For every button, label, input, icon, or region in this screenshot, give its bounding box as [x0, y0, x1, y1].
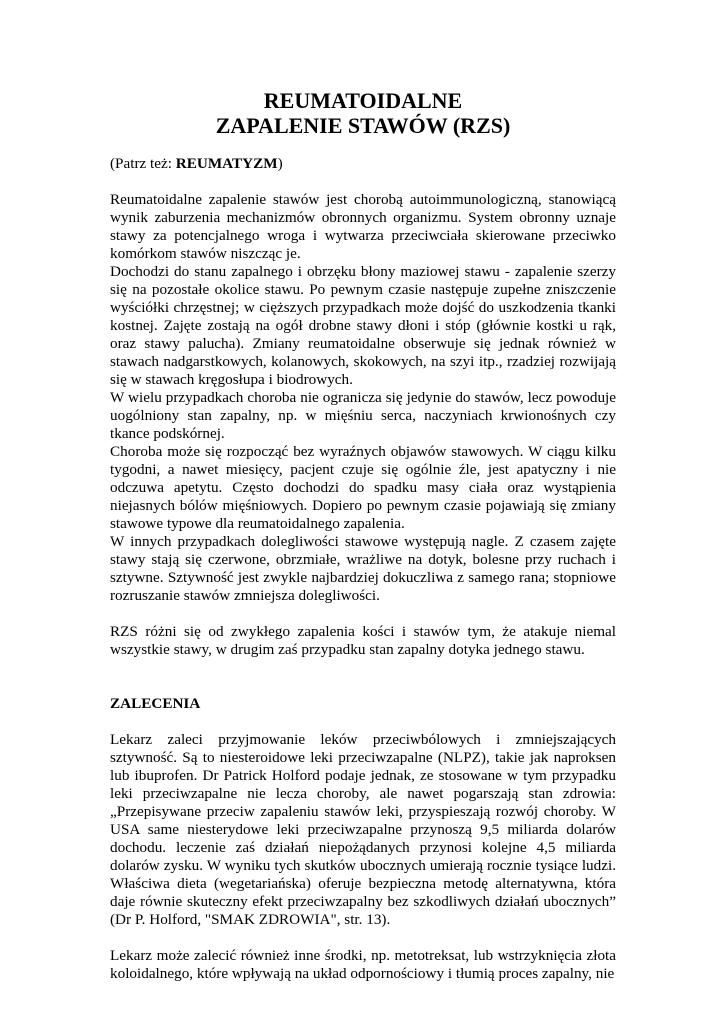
spacer [110, 929, 616, 947]
see-also-suffix: ) [277, 155, 283, 172]
recommendations-heading: ZALECENIA [110, 695, 201, 712]
title-line-1: REUMATOIDALNE [263, 88, 463, 113]
see-also-note [110, 154, 616, 173]
paragraph-onset: Choroba może się rozpocząć bez wyraźnych objawów stawowych. W ciągu kilku tygodni, a nawet miesięcy, pacjent czuje się ogólnie źle, jest apatyczny i nie odczuwa apetytu. Często dochodzi do spadku masy ciała oraz wystąpienia niejasnych bólów mięśniowych. Dopiero po pewnym czasie pojawiają się zmiany stawowe typowe dla reumatoidalnego zapalenia. [110, 443, 616, 532]
difference-section [110, 623, 616, 659]
paragraph-definition: Reumatoidalne zapalenie stawów jest chorobą autoimmunologiczną, stanowiącą wynik zaburzenia mechanizmów obronnych organizmu. System obronny uznaje stawy za potencjalnego wroga i wytwarza przeciwciała skierowane przeciwko komórkom stawów niszcząc je. [110, 191, 616, 262]
paragraph-systemic: W wielu przypadkach choroba nie ogranicza się jedynie do stawów, lecz powoduje uogólniony stan zapalny, np. w mięśniu serca, naczyniach krwionośnych czy tkance podskórnej. [110, 389, 616, 442]
paragraph-painkillers: Lekarz zaleci przyjmowanie leków przeciwbólowych i zmniejszających sztywność. Są to niesteroidowe leki przeciwzapalne (NLPZ), takie jak naproksen lub ibuprofen. Dr Patrick Holford podaje jednak, ze stosowane w tym przypadku leki przeciwzapalne nie lecza choroby, ale nawet pogarszają stan zdrowia: „Przepisywane przeciw zapaleniu stawów leki, przyspieszają rozwój choroby. W USA same niesterydowe leki przeciwzapalne przynoszą 9,5 miliarda dolarów dochodu. leczenie zaś działań niepożądanych przynosi kolejne 4,5 miliarda dolarów zysku. W wyniku tych skutków ubocznych umierają rocznie tysiące ludzi. Właściwa dieta (wegetariańska) oferuje bezpieczna metodę alternatywna, która daje równie skuteczny efekt przeciwzapalny bez szkodliwych działań ubocznych” (Dr P. Holford, "SMAK ZDROWIA", str. 13). [110, 731, 616, 928]
paragraph-rzs-difference: RZS różni się od zwykłego zapalenia kości i stawów tym, że atakuje niemal wszystkie stawy, w drugim zaś przypadku stan zapalny dotyka jednego stawu. [110, 623, 616, 658]
paragraph-inflammation: Dochodzi do stanu zapalnego i obrzęku błony maziowej stawu - zapalenie szerzy się na pozostałe okolice stawu. Po pewnym czasie następuje zupełne zniszczenie wyściółki chrzęstnej; w cięższych przypadkach może dojść do uszkodzenia tkanki kostnej. Zajęte zostają na ogół drobne stawy dłoni i stóp (głównie kostki u rąk, oraz stawy palucha). Zmiany reumatoidalne obserwuje się jednak również w stawach nadgarstkowych, kolanowych, skokowych, na szyi itp., rzadziej rozwijają się w stawach kręgosłupa i biodrowych. [110, 263, 616, 388]
see-also-prefix: (Patrz też: [110, 155, 176, 172]
spacer [110, 605, 616, 623]
spacer [110, 659, 616, 695]
paragraph-other-treatments: Lekarz może zalecić również inne środki, np. metotreksat, lub wstrzyknięcia złota koloidalnego, które wpływają na układ odpornościowy i tłumią proces zapalny, nie [110, 947, 616, 982]
document-title [110, 88, 616, 138]
recommendations-section [110, 731, 616, 983]
document-page [110, 88, 616, 983]
see-also-term: REUMATYZM [175, 155, 278, 172]
paragraph-sudden-onset: W innych przypadkach dolegliwości stawowe występują nagle. Z czasem zajęte stawy stają się czerwone, obrzmiałe, wrażliwe na dotyk, bolesne przy ruchach i sztywne. Sztywność jest zwykle najbardziej dokuczliwa z samego rana; stopniowe rozruszanie stawów zmniejsza dolegliwości. [110, 533, 616, 604]
intro-section [110, 191, 616, 605]
title-line-2: ZAPALENIE STAWÓW (RZS) [215, 113, 511, 138]
spacer [110, 713, 616, 731]
